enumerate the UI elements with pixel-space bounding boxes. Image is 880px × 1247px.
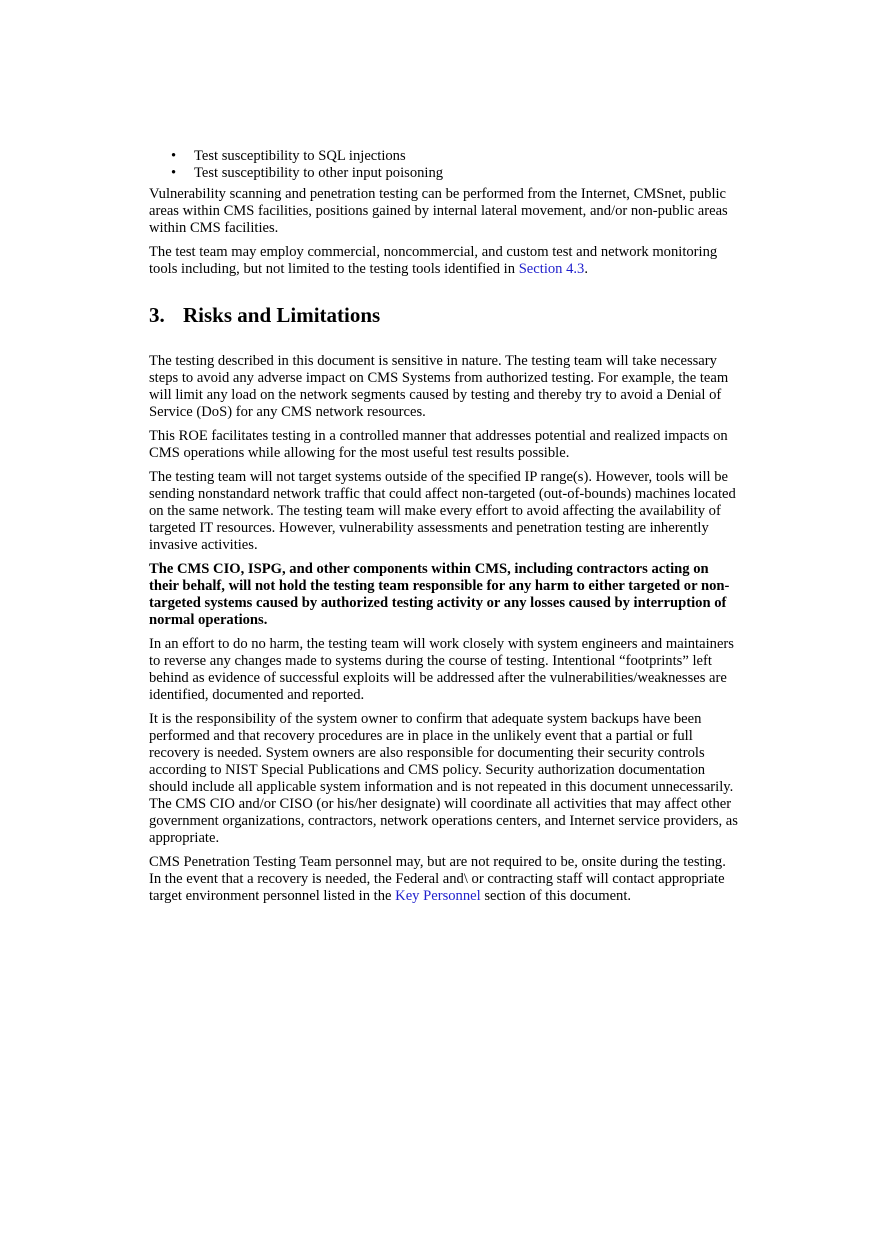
bullet-list xyxy=(149,148,739,182)
paragraph-personnel-text: CMS Penetration Testing Team personnel may, but are not required to be, onsite during the testing. In the event that a recovery is needed, the Federal and\ or contracting staff will contact appropriate target environment personnel listed in the xyxy=(149,854,726,904)
paragraph-no-harm: In an effort to do no harm, the testing team will work closely with system engineers and maintainers to reverse any changes made to systems during the course of testing. Intentional “footprints” left behind as evidence of successful exploits will be addressed after the vulnerabilities/weaknesses are identified, documented and reported. xyxy=(149,636,734,703)
paragraph-tools-end: . xyxy=(584,261,589,277)
bullet-icon: • xyxy=(171,165,177,181)
list-item-text: Test susceptibility to SQL injections xyxy=(194,148,406,164)
paragraph-roe: This ROE facilitates testing in a controlled manner that addresses potential and realized impacts on CMS operations while allowing for the most useful test results possible. xyxy=(149,428,728,461)
page-content xyxy=(149,148,739,912)
paragraph-owner: It is the responsibility of the system owner to confirm that adequate system backups have been performed and that recovery procedures are in place in the unlikely event that a partial or full recovery is needed. System owners are also responsible for documenting their security controls according to NIST Special Publications and CMS policy. Security authorization documentation should include all applicable system information and is not repeated in this document unnecessarily. The CMS CIO and/or CISO (or his/her designate) will coordinate all activities that may affect other government organizations, contractors, network operations centers, and Internet service providers, as appropriate. xyxy=(149,711,738,846)
section-title: Risks and Limitations xyxy=(183,303,381,327)
paragraph-target: The testing team will not target systems outside of the specified IP range(s). However, tools will be sending nonstandard network traffic that could affect non-targeted (out-of-bounds) machines located on the same network. The testing team will make every effort to avoid affecting the availability of targeted IT resources. However, vulnerability assessments and penetration testing are inherently invasive activities. xyxy=(149,469,736,553)
paragraph-personnel xyxy=(149,854,739,905)
section-4-3-link[interactable]: Section 4.3 xyxy=(518,261,585,277)
list-item-text: Test susceptibility to other input poisoning xyxy=(194,165,444,181)
section-heading xyxy=(149,302,739,328)
paragraph-tools xyxy=(149,244,739,278)
bullet-icon: • xyxy=(171,148,177,164)
section-number: 3. xyxy=(149,303,165,327)
paragraph-tools-text: The test team may employ commercial, noncommercial, and custom test and network monitoring tools including, but not limited to the testing tools identified in xyxy=(149,244,718,277)
paragraph-sensitive: The testing described in this document is sensitive in nature. The testing team will take necessary steps to avoid any adverse impact on CMS Systems from authorized testing. For example, the team will limit any load on the network segments caused by testing and thereby try to avoid a Denial of Service (DoS) for any CMS network resources. xyxy=(149,353,729,420)
key-personnel-link[interactable]: Key Personnel xyxy=(395,888,481,904)
paragraph-personnel-end: section of this document. xyxy=(480,888,632,904)
list-item xyxy=(149,165,739,182)
list-item xyxy=(149,148,739,165)
paragraph-scanning: Vulnerability scanning and penetration testing can be performed from the Internet, CMSnet, public areas within CMS facilities, positions gained by internal lateral movement, and/or non-public areas within CMS facilities. xyxy=(149,186,728,236)
paragraph-liability: The CMS CIO, ISPG, and other components within CMS, including contractors acting on their behalf, will not hold the testing team responsible for any harm to either targeted or non-targeted systems caused by authorized testing activity or any losses caused by interruption of normal operations. xyxy=(149,561,730,628)
